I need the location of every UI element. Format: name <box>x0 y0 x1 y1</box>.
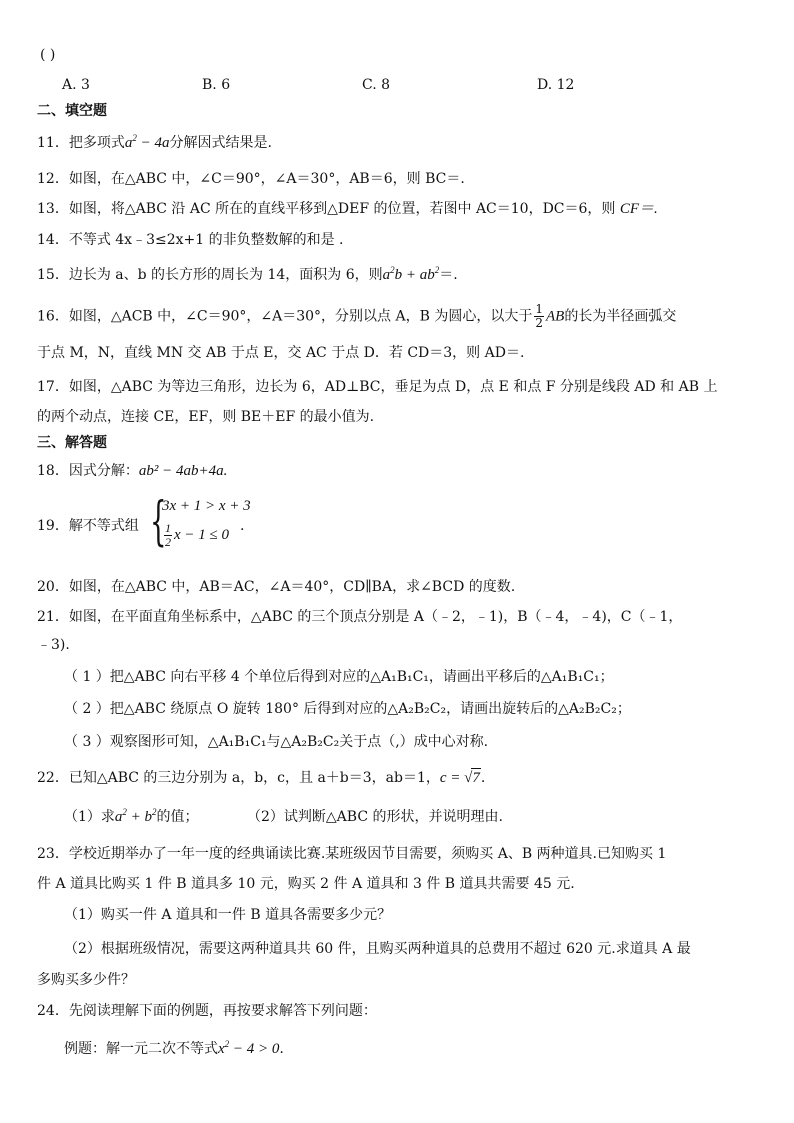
question-24-line-1: 24．先阅读理解下面的例题，再按要求解答下列问题： <box>37 1003 377 1019</box>
question-23-line-1: 23．学校近期举办了一年一度的经典诵读比赛.某班级因节目需要，须购买 A、B 两种道具.已知购买 1 <box>37 846 667 862</box>
question-22-part-2: （2）试判断△ABC 的形状，并说明理由. <box>247 809 503 825</box>
question-15: 15．边长为 a、b 的长方形的周长为 14，面积为 6，则$a^2b + ab^2=$. <box>37 265 458 283</box>
question-14: 14．不等式 4x﹣3≤2x+1 的非负整数解的和是 . <box>37 232 344 248</box>
question-11: 11．把多项式$a^2 - 4a$分解因式结果是. <box>37 133 272 151</box>
question-21-line-2: ﹣3). <box>37 637 70 653</box>
question-21-part-3: （ 3 ）观察图形可知，△A₁B₁C₁与△A₂B₂C₂关于点（,）成中心对称. <box>64 734 489 750</box>
fraction-one-half: $\frac{1}{2}$ <box>535 302 543 330</box>
question-12: 12．如图，在△ABC 中，∠C＝90°，∠A＝30°，AB＝6，则 BC＝. <box>37 171 465 187</box>
question-18: 18．因式分解：ab² − 4ab+4a. <box>37 463 228 479</box>
question-16-line-1: 16．如图，△ACB 中，∠C＝90°，∠A＝30°，分别以点 A，B 为圆心，以大于 $\frac{1}{2}$ AB的长为半径画弧交 <box>37 302 677 330</box>
question-23-part-2-line-1: （2）根据班级情况，需要这两种道具共 60 件，且购买两种道具的总费用不超过 620 元.求道具 A 最 <box>64 941 691 957</box>
section-heading-fill-blank: 二、填空题 <box>37 103 107 119</box>
question-19-label: 19．解不等式组 <box>37 518 139 534</box>
question-13: 13．如图，将△ABC 沿 AC 所在的直线平移到△DEF 的位置，若图中 AC＝10，DC＝6，则 CF＝. <box>37 201 658 217</box>
question-23-line-2: 件 A 道具比购买 1 件 B 道具多 10 元，购买 2 件 A 道具和 3 件 B 道具共需要 45 元. <box>37 876 575 892</box>
question-21-line-1: 21．如图，在平面直角坐标系中，△ABC 的三个顶点分别是 A（﹣2，﹣1)，B（﹣4，﹣4)，C（﹣1， <box>37 609 683 625</box>
q10-option-d: D. 12 <box>537 77 575 93</box>
section-heading-solve: 三、解答题 <box>37 435 107 451</box>
question-21-part-2: （ 2 ）把△ABC 绕原点 O 旋转 180° 后得到对应的△A₂B₂C₂，请画出旋转后的△A₂B₂C₂； <box>64 701 631 717</box>
question-17-line-2: 的两个动点，连接 CE，EF，则 BE＋EF 的最小值为. <box>37 409 375 425</box>
question-19-end: . <box>240 518 245 534</box>
inequality-row-2: $\frac{1}{2}$ x − 1 ≤ 0 <box>165 521 230 549</box>
q10-option-c: C. 8 <box>362 77 391 93</box>
question-24-example: 例题：解一元二次不等式$x^2 - 4 > 0$. <box>64 1039 284 1057</box>
q10-option-a: A. 3 <box>62 77 90 93</box>
inequality-row-1: 3x + 1 > x + 3 <box>162 498 251 514</box>
question-20: 20．如图，在△ABC 中，AB＝AC，∠A＝40°，CD∥BA，求∠BCD 的度数. <box>37 579 516 595</box>
question-23-part-1: （1）购买一件 A 道具和一件 B 道具各需要多少元？ <box>64 907 392 923</box>
question-16-line-2: 于点 M，N，直线 MN 交 AB 于点 E，交 AC 于点 D．若 CD＝3，则 AD＝. <box>37 345 525 361</box>
question-17-line-1: 17．如图，△ABC 为等边三角形，边长为 6，AD⊥BC，垂足为点 D，点 E 和点 F 分别是线段 AD 和 AB 上 <box>37 379 718 395</box>
left-brace: { <box>150 492 167 552</box>
question-21-part-1: （ 1 ）把△ABC 向右平移 4 个单位后得到对应的△A₁B₁C₁，请画出平移后的△A₁B₁C₁； <box>64 669 614 685</box>
q10-answer-bracket: ( ) <box>40 47 56 63</box>
q10-option-b: B. 6 <box>202 77 231 93</box>
question-22-line-1: 22．已知△ABC 的三边分别为 a，b，c，且 a＋b＝3，ab＝1，c = √7. <box>37 770 486 786</box>
question-22-part-1: （1）求$a^2 + b^2$的值； <box>64 807 199 825</box>
question-23-part-2-line-2: 多购买多少件？ <box>37 972 135 988</box>
